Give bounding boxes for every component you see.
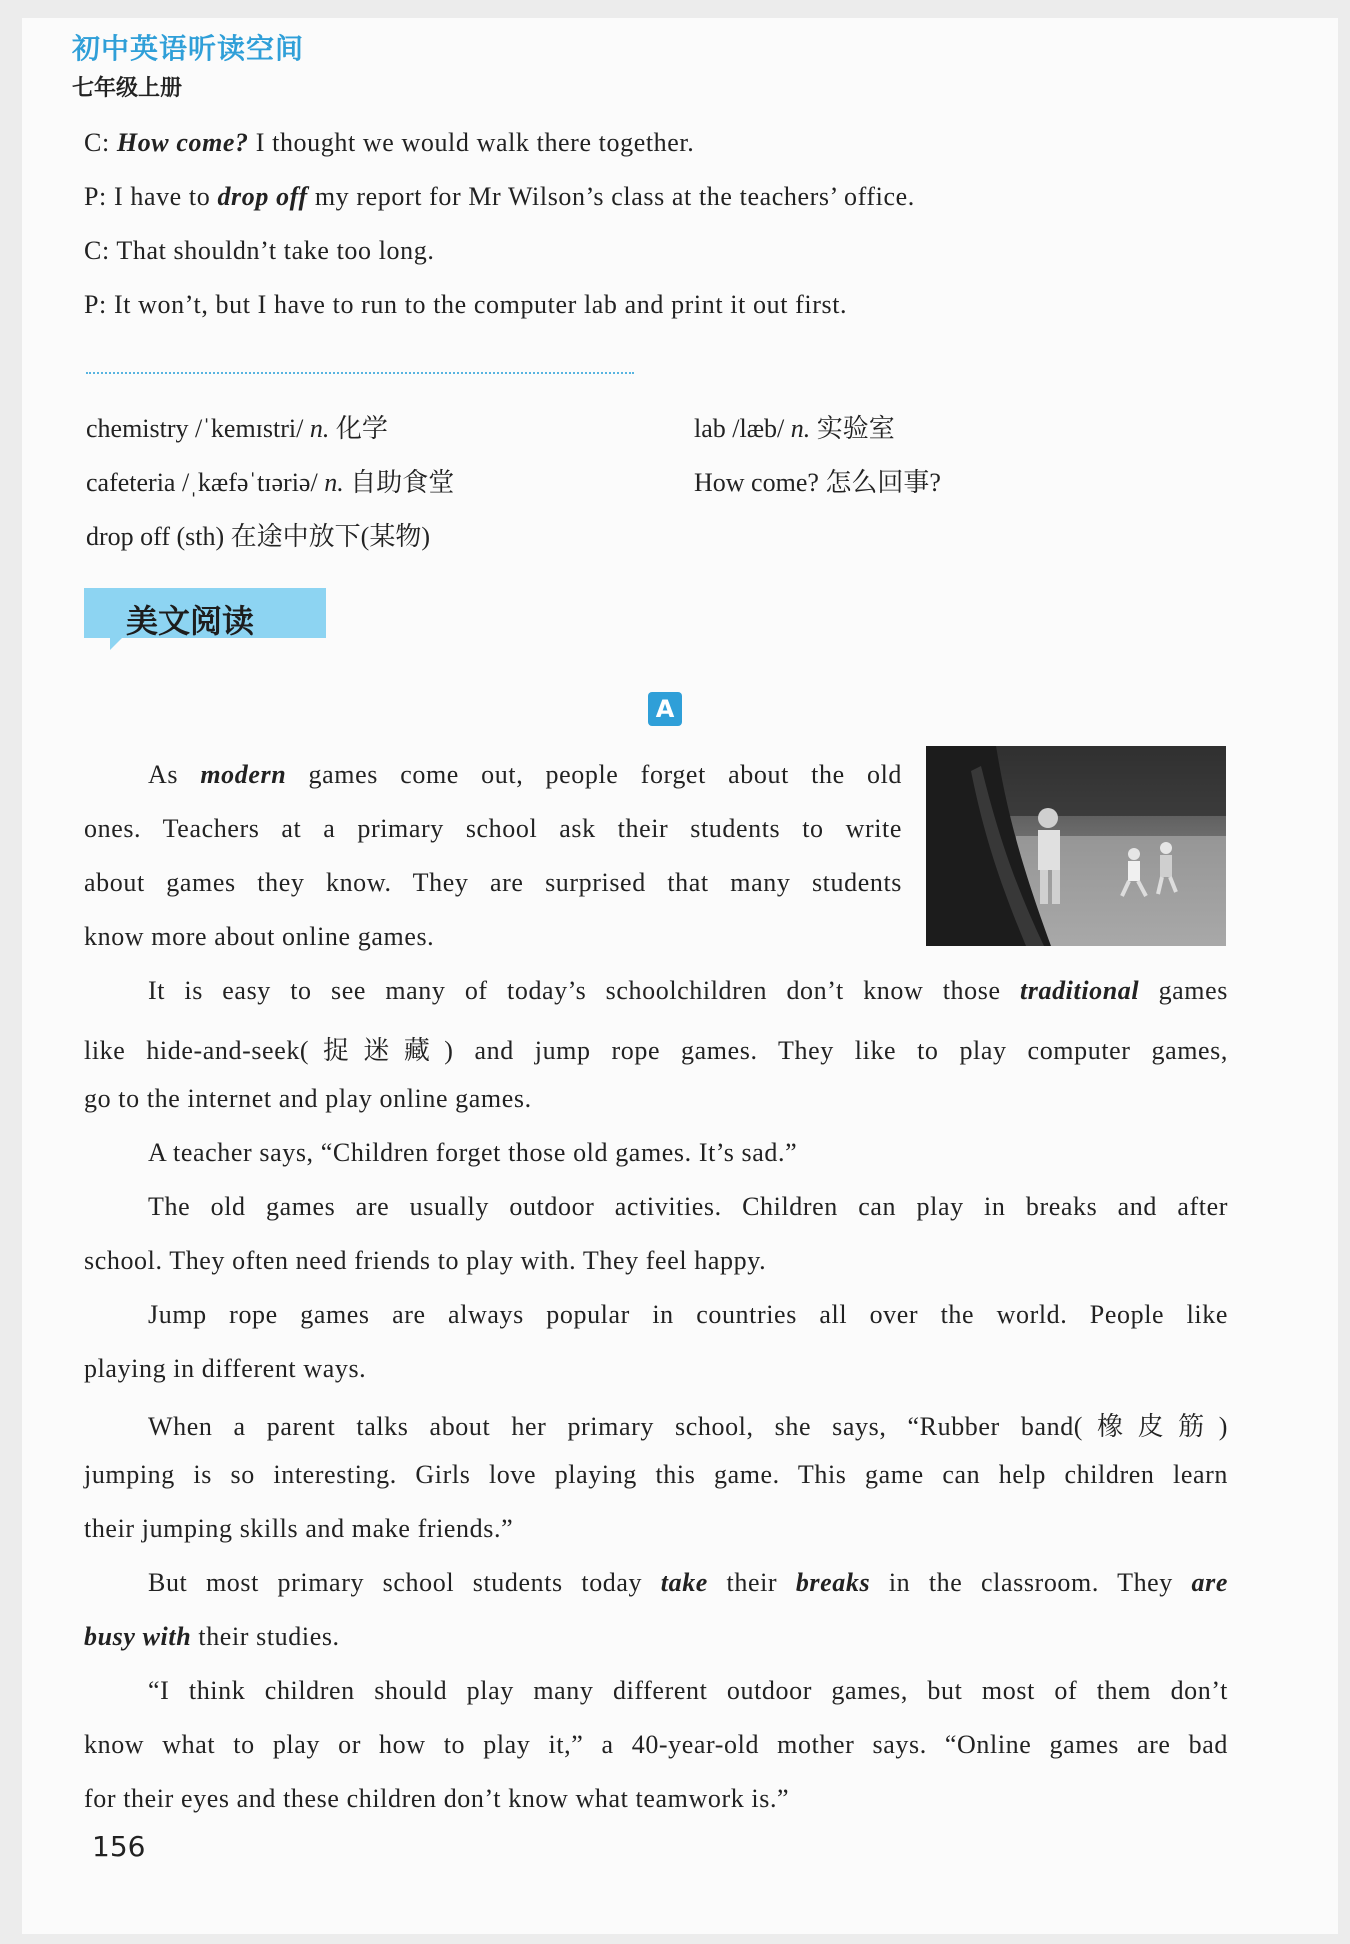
- text-run: their studies.: [191, 1622, 340, 1651]
- speaker-label: C:: [84, 236, 117, 265]
- text-run: ones. Teachers at a primary school ask their students to write: [84, 814, 902, 843]
- emphasized-phrase: breaks: [795, 1568, 871, 1597]
- text-run: their: [707, 1568, 796, 1597]
- text-run: for their eyes and these children don’t know what teamwork is.”: [84, 1784, 790, 1813]
- emphasized-phrase: modern: [200, 760, 287, 789]
- text-run: But most primary school students today: [148, 1568, 661, 1597]
- emphasized-phrase: drop off: [217, 182, 308, 211]
- text-run: playing in different ways.: [84, 1354, 367, 1383]
- dialogue-line: [84, 182, 915, 212]
- emphasized-phrase: take: [660, 1568, 708, 1597]
- emphasized-phrase: traditional: [1019, 976, 1140, 1005]
- grade-label: 七年级上册: [72, 75, 183, 101]
- text-run: I thought we would walk there together.: [248, 128, 695, 157]
- vocab-word: chemistry: [86, 414, 189, 443]
- vocab-pos: n.: [309, 414, 330, 443]
- text-run: know more about online games.: [84, 922, 435, 951]
- vocab-pos: n.: [324, 468, 344, 497]
- emphasized-phrase: How come?: [116, 128, 249, 157]
- vocab-ipa: /ˈkemɪstri/: [188, 414, 310, 443]
- text-run: It won’t, but I have to run to the computer lab and print it out first.: [113, 290, 848, 319]
- passage-line: [148, 1406, 1228, 1443]
- text-run: When a parent talks about her primary school, she says, “Rubber band(橡皮筋): [148, 1412, 1228, 1441]
- text-run: about games they know. They are surprised that many students: [84, 868, 902, 897]
- dialogue-line: [84, 128, 694, 158]
- passage-line: [84, 868, 902, 898]
- passage-line: [148, 1568, 1228, 1598]
- vocab-cn: 实验室: [810, 414, 895, 443]
- text-run: go to the internet and play online games.: [84, 1084, 532, 1113]
- passage-line: [148, 1676, 1228, 1706]
- text-run: school. They often need friends to play with. They feel happy.: [84, 1246, 767, 1275]
- passage-line: [148, 976, 1228, 1006]
- text-run: jumping is so interesting. Girls love playing this game. This game can help children learn: [84, 1460, 1228, 1489]
- text-run: “I think children should play many different outdoor games, but most of them don’t: [148, 1676, 1228, 1705]
- text-run: know what to play or how to play it,” a 40-year-old mother says. “Online games are bad: [84, 1730, 1228, 1759]
- passage-line: [84, 1730, 1228, 1760]
- vocab-item: [694, 462, 941, 499]
- emphasized-phrase: are: [1191, 1568, 1228, 1597]
- vocab-item: [694, 408, 895, 445]
- vocab-pos: n.: [790, 414, 811, 443]
- passage-line: [84, 1246, 766, 1276]
- vocab-item: [86, 516, 430, 553]
- speaker-label: C:: [84, 128, 117, 157]
- dialogue-line: [84, 236, 434, 266]
- text-run: Jump rope games are always popular in countries all over the world. People like: [148, 1300, 1228, 1329]
- passage-line: [148, 1138, 797, 1168]
- passage-line: [84, 814, 902, 844]
- dialogue-line: [84, 290, 847, 320]
- passage-line: [84, 1784, 789, 1814]
- section-tag-tail: [110, 636, 124, 650]
- book-title: 初中英语听读空间: [72, 32, 305, 65]
- vocab-word: cafeteria: [86, 468, 176, 497]
- vocab-word: How come?: [694, 468, 819, 497]
- passage-line: [84, 1084, 532, 1114]
- vocab-ipa: /ˌkæfəˈtɪəriə/: [175, 468, 325, 497]
- text-run: As: [148, 760, 201, 789]
- text-run: It is easy to see many of today’s schoolchildren don’t know those: [148, 976, 1020, 1005]
- children-playing-photo: [926, 746, 1226, 946]
- text-run: That shouldn’t take too long.: [116, 236, 435, 265]
- text-run: A teacher says, “Children forget those old games. It’s sad.”: [148, 1138, 798, 1167]
- passage-line: [84, 1514, 513, 1544]
- passage-line: [148, 1300, 1228, 1330]
- passage-badge: A: [648, 692, 682, 726]
- vocab-word: lab: [694, 414, 726, 443]
- text-run: their jumping skills and make friends.”: [84, 1514, 514, 1543]
- vocab-cn: 化学: [329, 414, 388, 443]
- vocab-item: [86, 408, 388, 445]
- passage-line: [148, 1192, 1228, 1222]
- passage-line: [84, 922, 434, 952]
- vocab-cn: 在途中放下(某物): [230, 522, 430, 551]
- speaker-label: P:: [84, 290, 114, 319]
- dotted-divider: [86, 372, 634, 374]
- passage-line: [84, 1460, 1228, 1490]
- vocab-cn: 怎么回事?: [825, 468, 941, 497]
- text-run: like hide-and-seek(捉迷藏) and jump rope games. They like to play computer games,: [84, 1036, 1228, 1065]
- vocab-cn: 自助食堂: [343, 468, 455, 497]
- text-run: I have to: [113, 182, 218, 211]
- passage-line: [84, 1622, 340, 1652]
- vocab-item: [86, 462, 454, 499]
- text-run: in the classroom. They: [870, 1568, 1192, 1597]
- running-header: [72, 34, 304, 102]
- passage-line: [84, 1354, 366, 1384]
- page-number: 156: [92, 1830, 146, 1863]
- section-title: 美文阅读: [126, 602, 255, 640]
- text-run: The old games are usually outdoor activities. Children can play in breaks and after: [148, 1192, 1228, 1221]
- vocab-word: drop off (sth): [86, 522, 225, 551]
- passage-line: [148, 760, 902, 790]
- text-run: my report for Mr Wilson’s class at the teachers’ office.: [307, 182, 915, 211]
- text-run: games come out, people forget about the old: [286, 760, 902, 789]
- text-run: games: [1139, 976, 1228, 1005]
- emphasized-phrase: busy with: [84, 1622, 192, 1651]
- vocab-ipa: /læb/: [725, 414, 791, 443]
- speaker-label: P:: [84, 182, 114, 211]
- passage-line: [84, 1030, 1228, 1067]
